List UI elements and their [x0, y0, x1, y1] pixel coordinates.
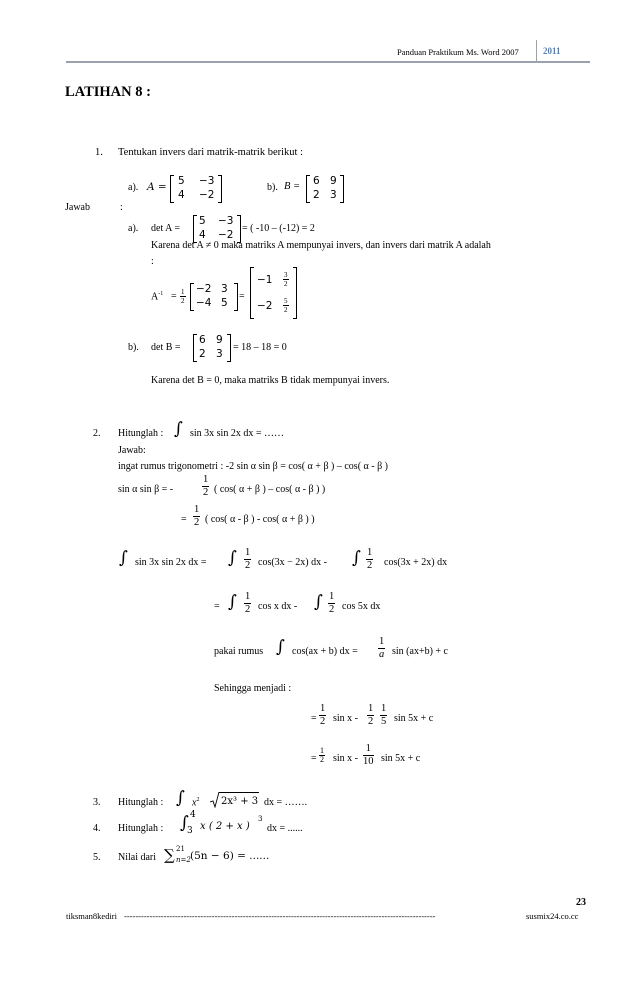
matrix-a — [170, 175, 222, 203]
matrix-cell: 2 — [199, 348, 206, 360]
matrix-cell: 6 — [313, 175, 320, 187]
half-fraction — [367, 703, 374, 728]
matrix-cell: 9 — [216, 334, 223, 346]
sqrt-bar — [219, 792, 259, 793]
matrix-inverse — [250, 267, 297, 319]
int2-t1: cos x dx - — [258, 601, 298, 612]
fraction-den: 2 — [245, 604, 251, 615]
q1-b-lhs: B = — [284, 181, 301, 192]
matrix-cell: 3 — [330, 189, 337, 201]
ans-a-colon: : — [151, 256, 154, 267]
fraction-den: 10 — [363, 756, 374, 767]
fraction-num: 1 — [245, 591, 251, 602]
q2-line-a-rhs: ( cos( α + β ) – cos( α - β ) ) — [214, 484, 326, 495]
q5-prefix: Nilai dari — [118, 852, 157, 863]
int1-t1: cos(3x − 2x) dx - — [258, 557, 327, 568]
tenth-fraction — [363, 743, 374, 768]
fraction-num: 3 — [284, 271, 288, 279]
half-fraction — [319, 703, 326, 728]
q2-prefix: Hitunglah : — [118, 428, 164, 439]
q4-number: 4. — [93, 823, 101, 834]
fraction-den: 2 — [367, 560, 373, 571]
footer-dashes: -------------------------------------------------------------------------------------------------------------- — [124, 911, 436, 921]
pakai-rhs: sin (ax+b) + c — [392, 646, 448, 657]
header-separator — [536, 40, 537, 62]
pakai-mid: cos(ax + b) dx = — [292, 646, 358, 657]
matrix-cell: −1 — [257, 274, 273, 286]
jawab-colon: : — [120, 202, 123, 213]
matrix-cell: 3 — [221, 283, 228, 295]
matrix-cell: −2 — [196, 283, 212, 295]
matrix-frac — [283, 297, 289, 314]
q2-jawab: Jawab: — [118, 445, 146, 456]
q4-prefix: Hitunglah : — [118, 823, 164, 834]
q1-text: Tentukan invers dari matrik-matrik berikut : — [118, 147, 304, 158]
integral-sign: ∫ — [174, 419, 183, 439]
fraction-num: 1 — [320, 703, 326, 714]
q1-number: 1. — [95, 147, 103, 158]
q2-line-b-eq: = — [181, 514, 187, 525]
q3-x-symbol: x — [192, 797, 197, 809]
int2-t2: cos 5x dx — [342, 601, 381, 612]
q5-upper: 21 — [176, 845, 185, 853]
header-title: Panduan Praktikum Ms. Word 2007 — [397, 47, 519, 57]
inverse-lhs — [151, 291, 163, 302]
q3-radicand: 2x³ + 3 — [221, 796, 259, 807]
sqrt-icon — [210, 792, 220, 806]
fraction-den: 2 — [284, 306, 288, 314]
matrix-cell: 6 — [199, 334, 206, 346]
half-fraction — [244, 591, 251, 616]
matrix-cell: −2 — [257, 300, 273, 312]
matrix-frac — [283, 271, 289, 288]
fifth-fraction — [380, 703, 387, 728]
integral-sign: ∫ — [228, 548, 237, 568]
det-a-result: = ( -10 – (-12) = 2 — [242, 223, 315, 234]
matrix-cell: 2 — [313, 189, 320, 201]
fraction-den: 2 — [320, 755, 324, 764]
matrix-cell: −2 — [199, 189, 215, 201]
fraction-num: 1 — [203, 474, 209, 485]
q2-number: 2. — [93, 428, 101, 439]
q2-line-b-rhs: ( cos( α - β ) - cos( α + β ) ) — [205, 514, 315, 525]
integral-sign: ∫ — [180, 813, 189, 833]
matrix-cell: −3 — [199, 175, 215, 187]
int1-lhs: sin 3x sin 2x dx = — [135, 557, 207, 568]
matrix-cell: −3 — [218, 215, 234, 227]
matrix-a-det — [193, 215, 241, 243]
fraction-den: 2 — [203, 487, 209, 498]
matrix-cell: −2 — [218, 229, 234, 241]
integral-sign: ∫ — [176, 788, 185, 808]
integral-sign: ∫ — [276, 637, 285, 657]
jawab-label: Jawab — [65, 202, 90, 213]
fraction-den: 2 — [181, 297, 185, 305]
ans-a-line2: Karena det A ≠ 0 maka matriks A mempunyai invers, dan invers dari matrik A adalah — [151, 240, 491, 251]
fraction-num: 1 — [245, 547, 251, 558]
res2-eq: = — [311, 753, 317, 764]
q2-line-a-lhs: sin α sin β = - — [118, 484, 174, 495]
matrix-cell: 9 — [330, 175, 337, 187]
q1-a-lhs: A = — [147, 181, 167, 193]
half-fraction — [244, 547, 251, 572]
half-fraction — [180, 288, 186, 305]
fraction-num: 1 — [363, 743, 374, 756]
int1-t2: cos(3x + 2x) dx — [384, 557, 448, 568]
q3-exp: 2 — [196, 797, 200, 803]
half-fraction — [319, 747, 325, 764]
matrix-cell: 4 — [178, 189, 185, 201]
fraction-den: 2 — [284, 280, 288, 288]
det-b-prefix: det B = — [151, 342, 181, 353]
matrix-b-det — [193, 334, 231, 362]
integral-sign: ∫ — [228, 592, 237, 612]
q4-lower: 3 — [187, 826, 193, 836]
q5-body: (5n − 6) = ...... — [190, 850, 270, 862]
det-a-prefix: det A = — [151, 223, 180, 234]
fraction-num: 1 — [329, 591, 335, 602]
res2-mid: sin x - — [333, 753, 358, 764]
matrix-cell: 3 — [216, 348, 223, 360]
q4-suffix: dx = ...... — [267, 823, 303, 834]
pakai-lhs: pakai rumus — [214, 646, 264, 657]
q4-exp: 3 — [258, 815, 263, 823]
integral-sign: ∫ — [314, 592, 323, 612]
q2-ingat: ingat rumus trigonometri : -2 sin α sin β = cos( α + β ) – cos( α - β ) — [118, 461, 389, 472]
matrix-cell: 5 — [199, 215, 206, 227]
fraction-den: 2 — [320, 716, 326, 727]
integral-sign: ∫ — [352, 548, 361, 568]
q1-a-label: a). — [128, 182, 139, 193]
q4-body: x ( 2 + x ) — [200, 821, 250, 832]
half-fraction — [366, 547, 373, 572]
int2-eq: = — [214, 601, 220, 612]
fraction-num: 1 — [379, 636, 385, 647]
matrix-cell: 5 — [221, 297, 228, 309]
res2-rhs: sin 5x + c — [381, 753, 421, 764]
pakai-fraction — [378, 636, 385, 661]
page-number: 23 — [576, 897, 586, 908]
sehingga: Sehingga menjadi : — [214, 683, 292, 694]
ans-b-line2: Karena det B = 0, maka matriks B tidak mempunyai invers. — [151, 375, 390, 386]
half-fraction — [193, 504, 200, 529]
matrix-cell: 4 — [199, 229, 206, 241]
q5-number: 5. — [93, 852, 101, 863]
fraction-num: 1 — [367, 547, 373, 558]
footer-right: susmix24.co.cc — [526, 911, 579, 921]
matrix-cell: −4 — [196, 297, 212, 309]
fraction-den: 2 — [245, 560, 251, 571]
ans-a-label: a). — [128, 223, 139, 234]
fraction-num: 1 — [381, 703, 387, 714]
res1-eq: = — [311, 713, 317, 724]
half-fraction — [202, 474, 209, 499]
fraction-den: 2 — [194, 517, 200, 528]
det-b-result: = 18 – 18 = 0 — [233, 342, 287, 353]
res1-mid: sin x - — [333, 713, 358, 724]
fraction-den: 2 — [329, 604, 335, 615]
integral-sign: ∫ — [119, 548, 128, 568]
fraction-num: 1 — [368, 703, 374, 714]
q3-suffix: dx = ……. — [264, 797, 308, 808]
fraction-den: 5 — [381, 716, 387, 727]
inverse-eq2: = — [239, 291, 245, 302]
q1-b-label: b). — [267, 182, 278, 193]
fraction-den: a — [379, 649, 385, 660]
q3-prefix: Hitunglah : — [118, 797, 164, 808]
ans-b-label: b). — [128, 342, 139, 353]
matrix-b — [306, 175, 344, 203]
q3-x — [192, 797, 199, 808]
q4-upper: 4 — [190, 810, 196, 820]
q5-lower: n=2 — [176, 856, 191, 864]
header-rule — [66, 61, 590, 63]
inverse-symbol: A — [151, 291, 159, 303]
q2-integrand: sin 3x sin 2x dx = …… — [190, 428, 284, 439]
res1-rhs: sin 5x + c — [394, 713, 434, 724]
matrix-cell: 5 — [178, 175, 185, 187]
fraction-num: 5 — [284, 297, 288, 305]
footer-left: tiksman8kediri — [66, 911, 117, 921]
fraction-num: 1 — [194, 504, 200, 515]
sum-sign: ∑ — [164, 846, 175, 864]
header-year: 2011 — [543, 46, 561, 56]
half-fraction — [328, 591, 335, 616]
inverse-sup: -1 — [158, 291, 164, 297]
matrix-adj — [190, 283, 238, 311]
fraction-num: 1 — [181, 288, 185, 296]
section-title: LATIHAN 8 : — [65, 84, 151, 100]
fraction-den: 2 — [368, 716, 374, 727]
fraction-num: 1 — [320, 746, 324, 755]
q3-number: 3. — [93, 797, 101, 808]
inverse-eq: = — [171, 291, 177, 302]
